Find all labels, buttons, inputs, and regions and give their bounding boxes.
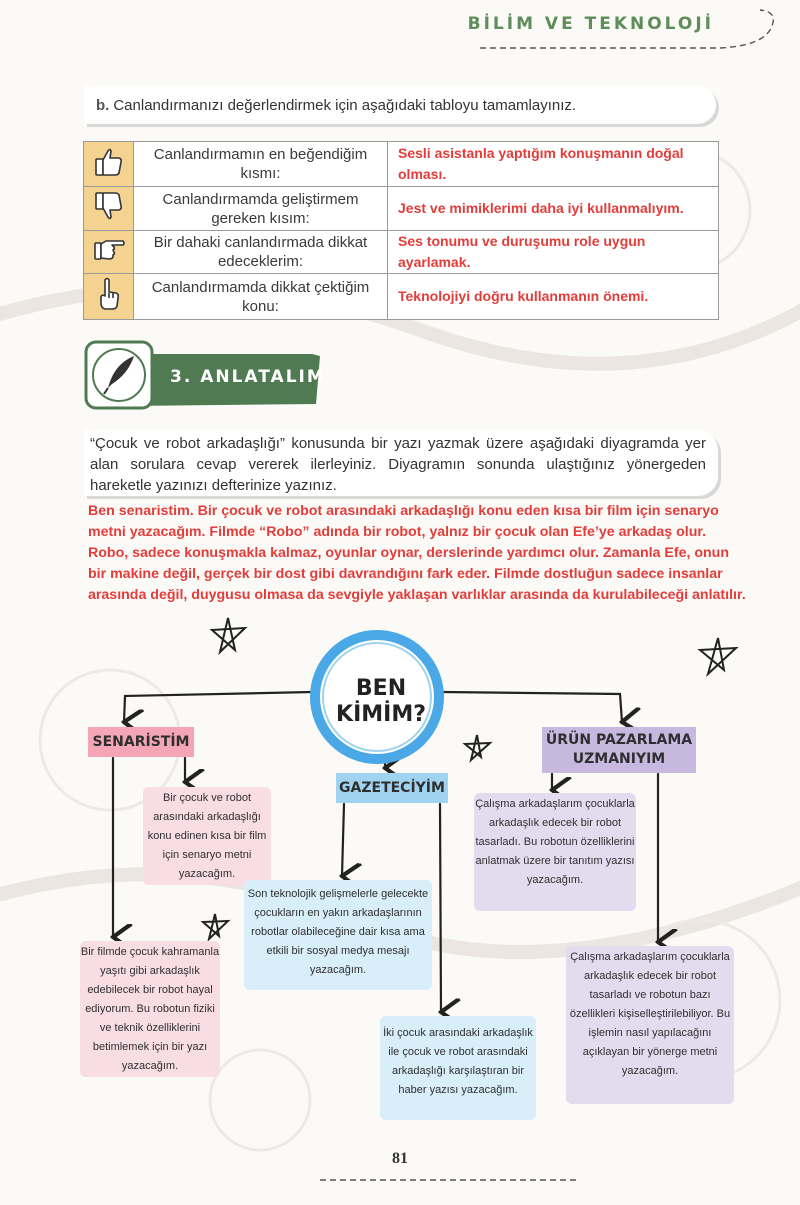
table-question: Canlandırmamın en beğendiğim kısmı:: [134, 142, 388, 187]
card-urun-2: Çalışma arkadaşlarım çocuklarla arkadaşlık edecek bir robot tasarladı ve robotun bazı özellikleri kişiselleştirilebiliyor. Bu işlemin nasıl yapılacağını açıklayan bir yönerge metni yazacağım.: [566, 946, 734, 1104]
table-answer: Ses tonumu ve duruşumu role uygun ayarlamak.: [388, 231, 719, 274]
card-senarist-2: Bir filmde çocuk kahramanla yaşıtı gibi arkadaşlık edebilecek bir robot hayal ediyorum. Bu robotun fiziki ve teknik özelliklerini betimlemek için bir yazı yazacağım.: [80, 941, 220, 1077]
page-number: 81: [392, 1150, 408, 1167]
star-icon: [203, 914, 228, 939]
tag-senarist: SENARİSTİM: [88, 727, 194, 757]
table-answer: Jest ve mimiklerimi daha iyi kullanmalıyım.: [388, 187, 719, 231]
card-gazeteci-2: İki çocuk arasındaki arkadaşlık ile çocuk ve robot arasındaki arkadaşlığı karşılaştıran bir haber yazısı yazacağım.: [380, 1016, 536, 1120]
card-senarist-1: Bir çocuk ve robot arasındaki arkadaşlığı konu edinen kısa bir film için senaryo metni yazacağım.: [143, 787, 271, 885]
tag-urun-pazarlama: [542, 727, 696, 773]
table-answer: Teknolojiyi doğru kullanmanın önemi.: [388, 274, 719, 320]
tag-gazeteci: GAZETECİYİM: [336, 773, 448, 803]
center-title-line1: BEN: [355, 676, 407, 701]
card-urun-1: Çalışma arkadaşlarım çocuklarla arkadaşlık edecek bir robot tasarladı. Bu robotun özelliklerini anlatmak üzere bir tanıtım yazısı yazacağım.: [474, 793, 636, 911]
table-question: Bir dahaki canlandırmada dikkat edeceklerim:: [134, 231, 388, 274]
star-icon: [700, 638, 736, 674]
tag-urun-line1: ÜRÜN PAZARLAMA: [545, 732, 693, 748]
connector-left: [124, 692, 312, 722]
star-icon: [465, 735, 490, 760]
answer-text: Ben senaristim. Bir çocuk ve robot arasındaki arkadaşlığı konu eden kısa bir film için senaryo metni yazacağım. Filmde “Robo” adında bir robot, yalnız bir çocuk olan Efe’ye arkadaş olur. Robo, sadece konuşmakla kalmaz, oyunlar oynar, derslerinde yardımcı olur. Zamanla Efe, onun bir makine değil, gerçek bir dost gibi davrandığını fark eder. Filmde dostluğun sadece insanlar arasında değil, duygusu olmasa da sevgiyle yaklaşan varlıklar arasında da kurulabileceği anlatılır.: [88, 503, 746, 603]
card-gazeteci-1: Son teknolojik gelişmelerle gelecekte çocukların en yakın arkadaşlarının robotlar olabileceğine dair kısa ama etkili bir sosyal medya mesajı yazacağım.: [244, 880, 432, 990]
tag-urun-line2: UZMANIYIM: [572, 751, 666, 767]
connector-gaz-2: [440, 804, 441, 1012]
center-title-line2: KİMİM?: [336, 702, 426, 727]
table-question: Canlandırmamda geliştirmem gereken kısım:: [134, 187, 388, 231]
connector-gaz-1: [342, 804, 344, 876]
instruction-marker: b.: [96, 96, 110, 114]
writing-prompt: “Çocuk ve robot arkadaşlığı” konusunda bir yazı yazmak üzere aşağıdaki diyagramda yer alan sorulara cevap vererek ilerleyiniz. Diyagramın sonunda ulaştığınız yönergeden hareketle yazınızı defterinize yazınız.: [84, 430, 718, 496]
star-icon: [212, 618, 245, 652]
table-question: Canlandırmamda dikkat çektiğim konu:: [134, 274, 388, 320]
instruction-text: Canlandırmanızı değerlendirmek için aşağıdaki tabloyu tamamlayınız.: [113, 96, 577, 114]
footer-dashed-line: [320, 1176, 580, 1184]
section-label: 3. ANLATALIM: [170, 367, 326, 387]
center-title: [326, 676, 436, 728]
connector-right: [442, 692, 622, 722]
header-title: BİLİM VE TEKNOLOJİ: [467, 14, 714, 34]
table-answer: Sesli asistanla yaptığım konuşmanın doğal olması.: [388, 142, 719, 187]
